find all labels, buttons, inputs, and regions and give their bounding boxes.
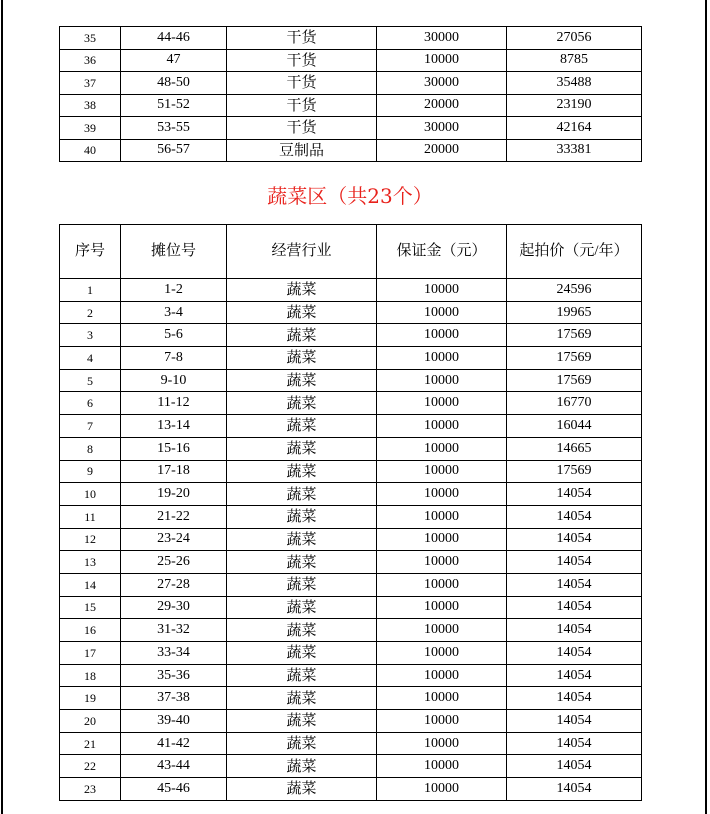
cell-deposit: 20000 xyxy=(377,139,507,162)
cell-seq: 1 xyxy=(60,279,121,302)
cell-stall: 19-20 xyxy=(121,483,227,506)
table-row xyxy=(60,437,642,460)
cell-start-price: 17569 xyxy=(507,369,642,392)
cell-deposit: 10000 xyxy=(377,415,507,438)
cell-deposit: 10000 xyxy=(377,301,507,324)
cell-seq: 37 xyxy=(60,72,121,95)
cell-start-price: 33381 xyxy=(507,139,642,162)
cell-seq: 22 xyxy=(60,755,121,778)
cell-deposit: 10000 xyxy=(377,642,507,665)
cell-category: 蔬菜 xyxy=(227,732,377,755)
cell-start-price: 16770 xyxy=(507,392,642,415)
cell-seq: 40 xyxy=(60,139,121,162)
header-deposit: 保证金（元） xyxy=(377,225,507,279)
cell-start-price: 27056 xyxy=(507,27,642,50)
cell-start-price: 14054 xyxy=(507,778,642,801)
cell-seq: 11 xyxy=(60,505,121,528)
cell-stall: 53-55 xyxy=(121,117,227,140)
cell-deposit: 10000 xyxy=(377,755,507,778)
cell-stall: 29-30 xyxy=(121,596,227,619)
cell-seq: 18 xyxy=(60,664,121,687)
table-row xyxy=(60,483,642,506)
table-row xyxy=(60,392,642,415)
table-row xyxy=(60,528,642,551)
dry-goods-table-body xyxy=(60,27,642,162)
cell-deposit: 30000 xyxy=(377,72,507,95)
cell-category: 蔬菜 xyxy=(227,528,377,551)
cell-start-price: 42164 xyxy=(507,117,642,140)
cell-category: 蔬菜 xyxy=(227,301,377,324)
cell-seq: 23 xyxy=(60,778,121,801)
cell-stall: 33-34 xyxy=(121,642,227,665)
table-row xyxy=(60,755,642,778)
cell-category: 蔬菜 xyxy=(227,664,377,687)
cell-category: 蔬菜 xyxy=(227,619,377,642)
cell-start-price: 14054 xyxy=(507,528,642,551)
section-title: 蔬菜区（共23个） xyxy=(267,184,433,208)
cell-seq: 35 xyxy=(60,27,121,50)
cell-category: 干货 xyxy=(227,117,377,140)
cell-stall: 11-12 xyxy=(121,392,227,415)
cell-start-price: 14054 xyxy=(507,619,642,642)
cell-stall: 5-6 xyxy=(121,324,227,347)
cell-seq: 3 xyxy=(60,324,121,347)
table-row xyxy=(60,551,642,574)
header-category: 经营行业 xyxy=(227,225,377,279)
cell-category: 蔬菜 xyxy=(227,324,377,347)
cell-start-price: 17569 xyxy=(507,347,642,370)
cell-start-price: 14054 xyxy=(507,505,642,528)
cell-start-price: 14054 xyxy=(507,551,642,574)
cell-category: 蔬菜 xyxy=(227,347,377,370)
cell-seq: 14 xyxy=(60,573,121,596)
table-row xyxy=(60,347,642,370)
cell-category: 蔬菜 xyxy=(227,642,377,665)
cell-stall: 45-46 xyxy=(121,778,227,801)
cell-stall: 31-32 xyxy=(121,619,227,642)
cell-category: 蔬菜 xyxy=(227,505,377,528)
cell-deposit: 10000 xyxy=(377,710,507,733)
cell-start-price: 14054 xyxy=(507,573,642,596)
cell-seq: 9 xyxy=(60,460,121,483)
table-row xyxy=(60,664,642,687)
table-row xyxy=(60,415,642,438)
cell-start-price: 14054 xyxy=(507,664,642,687)
cell-start-price: 16044 xyxy=(507,415,642,438)
cell-seq: 7 xyxy=(60,415,121,438)
cell-stall: 13-14 xyxy=(121,415,227,438)
cell-seq: 21 xyxy=(60,732,121,755)
table-row xyxy=(60,49,642,72)
cell-stall: 41-42 xyxy=(121,732,227,755)
cell-deposit: 10000 xyxy=(377,483,507,506)
header-stall: 摊位号 xyxy=(121,225,227,279)
cell-seq: 12 xyxy=(60,528,121,551)
cell-start-price: 35488 xyxy=(507,72,642,95)
cell-start-price: 14054 xyxy=(507,642,642,665)
table-row xyxy=(60,642,642,665)
cell-seq: 8 xyxy=(60,437,121,460)
cell-category: 蔬菜 xyxy=(227,687,377,710)
cell-seq: 20 xyxy=(60,710,121,733)
cell-category: 蔬菜 xyxy=(227,710,377,733)
cell-category: 蔬菜 xyxy=(227,437,377,460)
cell-seq: 39 xyxy=(60,117,121,140)
cell-start-price: 14054 xyxy=(507,732,642,755)
vegetable-table xyxy=(59,224,642,801)
cell-seq: 16 xyxy=(60,619,121,642)
cell-deposit: 10000 xyxy=(377,664,507,687)
cell-category: 蔬菜 xyxy=(227,279,377,302)
cell-deposit: 10000 xyxy=(377,687,507,710)
cell-stall: 51-52 xyxy=(121,94,227,117)
table-row xyxy=(60,369,642,392)
table-row xyxy=(60,619,642,642)
vegetable-table-body xyxy=(60,279,642,801)
table-header-row xyxy=(60,225,642,279)
cell-deposit: 10000 xyxy=(377,528,507,551)
cell-category: 蔬菜 xyxy=(227,551,377,574)
cell-stall: 37-38 xyxy=(121,687,227,710)
table-row xyxy=(60,301,642,324)
cell-deposit: 10000 xyxy=(377,279,507,302)
cell-seq: 19 xyxy=(60,687,121,710)
dry-goods-table xyxy=(59,26,642,162)
table-row xyxy=(60,710,642,733)
cell-deposit: 10000 xyxy=(377,732,507,755)
cell-deposit: 10000 xyxy=(377,392,507,415)
cell-stall: 15-16 xyxy=(121,437,227,460)
cell-stall: 7-8 xyxy=(121,347,227,370)
table-row xyxy=(60,27,642,50)
cell-category: 蔬菜 xyxy=(227,596,377,619)
table-row xyxy=(60,687,642,710)
cell-category: 干货 xyxy=(227,94,377,117)
cell-category: 蔬菜 xyxy=(227,460,377,483)
cell-seq: 6 xyxy=(60,392,121,415)
cell-start-price: 23190 xyxy=(507,94,642,117)
cell-stall: 48-50 xyxy=(121,72,227,95)
cell-start-price: 14054 xyxy=(507,483,642,506)
cell-category: 蔬菜 xyxy=(227,483,377,506)
cell-stall: 43-44 xyxy=(121,755,227,778)
cell-seq: 2 xyxy=(60,301,121,324)
cell-category: 干货 xyxy=(227,27,377,50)
cell-seq: 17 xyxy=(60,642,121,665)
cell-category: 蔬菜 xyxy=(227,755,377,778)
cell-category: 干货 xyxy=(227,49,377,72)
cell-stall: 23-24 xyxy=(121,528,227,551)
cell-stall: 3-4 xyxy=(121,301,227,324)
cell-deposit: 10000 xyxy=(377,596,507,619)
cell-stall: 56-57 xyxy=(121,139,227,162)
table-row xyxy=(60,117,642,140)
cell-start-price: 19965 xyxy=(507,301,642,324)
cell-stall: 25-26 xyxy=(121,551,227,574)
cell-start-price: 8785 xyxy=(507,49,642,72)
table-row xyxy=(60,460,642,483)
cell-deposit: 10000 xyxy=(377,778,507,801)
cell-seq: 4 xyxy=(60,347,121,370)
table-row xyxy=(60,94,642,117)
table-row xyxy=(60,505,642,528)
cell-deposit: 20000 xyxy=(377,94,507,117)
header-seq: 序号 xyxy=(60,225,121,279)
cell-deposit: 10000 xyxy=(377,573,507,596)
cell-seq: 38 xyxy=(60,94,121,117)
table-row xyxy=(60,72,642,95)
cell-category: 蔬菜 xyxy=(227,778,377,801)
cell-deposit: 10000 xyxy=(377,347,507,370)
cell-stall: 35-36 xyxy=(121,664,227,687)
cell-deposit: 10000 xyxy=(377,505,507,528)
cell-start-price: 14054 xyxy=(507,710,642,733)
table-row xyxy=(60,324,642,347)
cell-start-price: 14665 xyxy=(507,437,642,460)
cell-category: 干货 xyxy=(227,72,377,95)
cell-seq: 36 xyxy=(60,49,121,72)
cell-seq: 10 xyxy=(60,483,121,506)
table-row xyxy=(60,573,642,596)
cell-category: 蔬菜 xyxy=(227,573,377,596)
page-border-left xyxy=(1,0,3,814)
table-row xyxy=(60,279,642,302)
table-row xyxy=(60,732,642,755)
cell-start-price: 14054 xyxy=(507,755,642,778)
cell-stall: 27-28 xyxy=(121,573,227,596)
cell-stall: 17-18 xyxy=(121,460,227,483)
cell-category: 蔬菜 xyxy=(227,415,377,438)
cell-deposit: 30000 xyxy=(377,27,507,50)
cell-start-price: 17569 xyxy=(507,460,642,483)
cell-deposit: 10000 xyxy=(377,619,507,642)
table-row xyxy=(60,139,642,162)
cell-seq: 15 xyxy=(60,596,121,619)
cell-category: 蔬菜 xyxy=(227,369,377,392)
cell-stall: 9-10 xyxy=(121,369,227,392)
header-start-price: 起拍价（元/年） xyxy=(507,225,642,279)
cell-stall: 21-22 xyxy=(121,505,227,528)
cell-stall: 47 xyxy=(121,49,227,72)
cell-start-price: 24596 xyxy=(507,279,642,302)
cell-deposit: 30000 xyxy=(377,117,507,140)
cell-deposit: 10000 xyxy=(377,551,507,574)
cell-stall: 44-46 xyxy=(121,27,227,50)
table-row xyxy=(60,596,642,619)
cell-deposit: 10000 xyxy=(377,49,507,72)
cell-deposit: 10000 xyxy=(377,324,507,347)
table-row xyxy=(60,778,642,801)
cell-start-price: 14054 xyxy=(507,596,642,619)
cell-stall: 1-2 xyxy=(121,279,227,302)
cell-seq: 5 xyxy=(60,369,121,392)
cell-stall: 39-40 xyxy=(121,710,227,733)
cell-deposit: 10000 xyxy=(377,460,507,483)
cell-seq: 13 xyxy=(60,551,121,574)
cell-start-price: 14054 xyxy=(507,687,642,710)
cell-category: 蔬菜 xyxy=(227,392,377,415)
cell-deposit: 10000 xyxy=(377,437,507,460)
cell-category: 豆制品 xyxy=(227,139,377,162)
cell-start-price: 17569 xyxy=(507,324,642,347)
page-border-right xyxy=(705,0,707,814)
cell-deposit: 10000 xyxy=(377,369,507,392)
